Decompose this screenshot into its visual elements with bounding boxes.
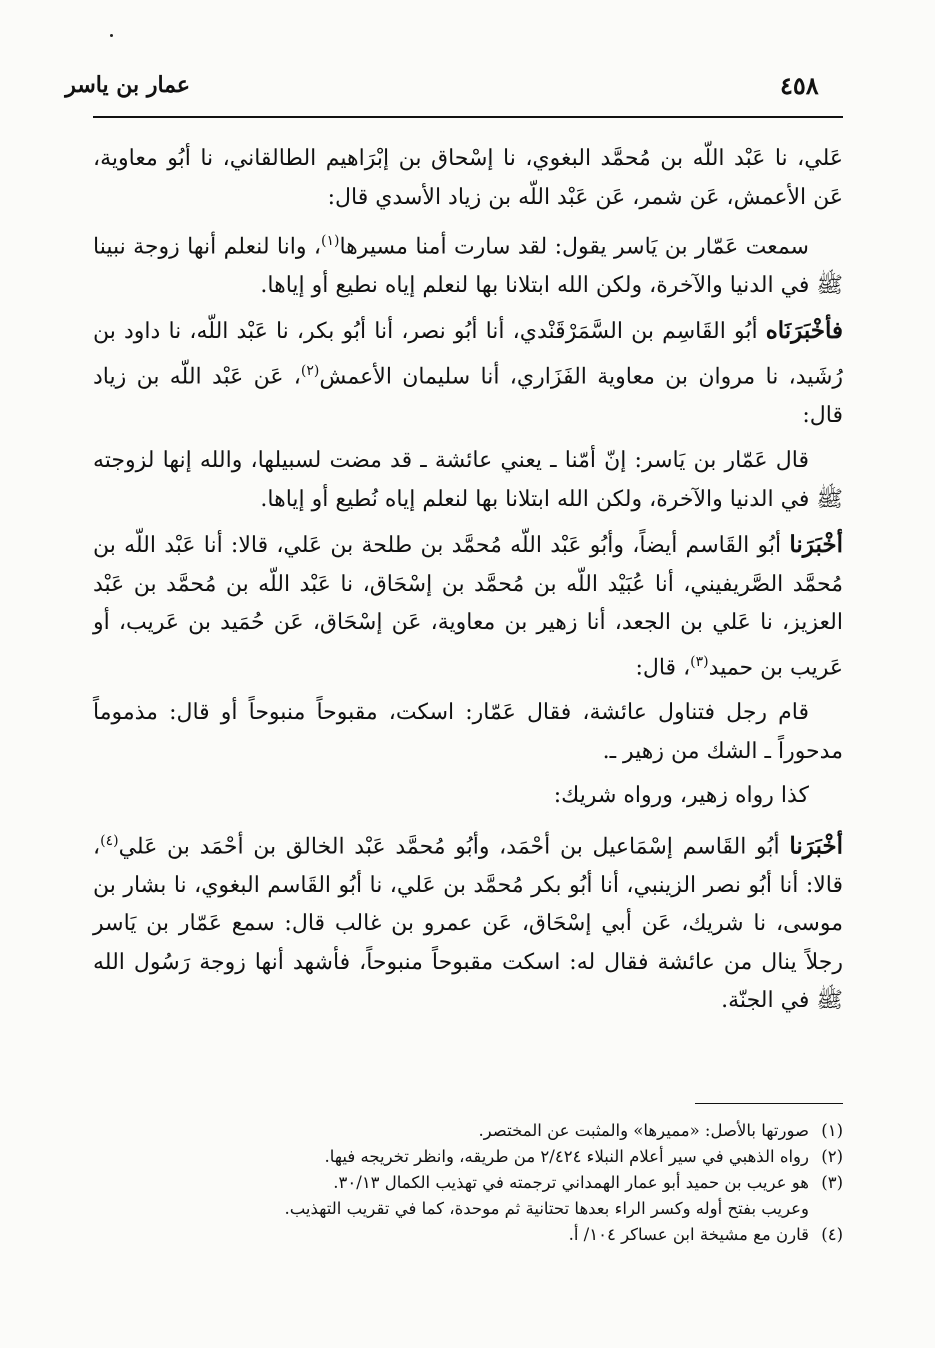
isnad-lead-word: أخْبَرَنا (789, 531, 843, 559)
paragraph-8-text-b: ، قالا: أنا أبُو نصر الزينبي، أنا أبُو بكر مُحمَّد بن عَلي، نا أبُو القَاسم البغوي، نا بشار بن موسى، نا شريك، عَن أبي إسْحَاق، عَن عمرو بن غالب قال: سمع عَمّار بن يَاسر رجلاً ينال من عائشة فقال له: اسكت مقبوحاً منبوحاً، فأشهد أنها زوجة رَسُول الله ﷺ في الجنّة. (93, 834, 844, 1014)
footnote-ref-3[interactable]: (٣) (690, 653, 709, 670)
footnote-text: وعريب بفتح أوله وكسر الراء بعدها تحتانية ثم موحدة، كما في تقريب التهذيب. (284, 1199, 809, 1218)
paragraph-8-text-a: أبُو القَاسم إسْمَاعيل بن أحْمَد، وأبُو مُحمَّد عَبْد الخالق بن أحْمَد بن عَلي (118, 834, 790, 860)
paragraph-3 (93, 312, 843, 435)
paragraph-2-text-b: ، وانا لنعلم أنها زوجة نبينا ﷺ في الدنيا والآخرة، ولكن الله ابتلانا بها لنعلم إياه نطيع أو إياها. (93, 234, 843, 298)
paragraph-8 (93, 822, 843, 1021)
paragraph-5 (93, 526, 843, 687)
footnote-1 (93, 1118, 843, 1144)
footnote-4 (93, 1222, 843, 1248)
footnotes (93, 1118, 843, 1248)
footnote-number: (٤) (821, 1225, 843, 1244)
footnote-ref-1[interactable]: (١) (320, 233, 340, 249)
paragraph-6: قام رجل فتناول عائشة، فقال عَمّار: اسكت، مقبوحاً منبوحاً أو قال: مذموماً مدحوراً ـ الشك من زهير ـ. (93, 700, 843, 764)
paragraph-5-text-a: أبُو القَاسم أيضاً، وأبُو عَبْد اللّه مُحمَّد بن طلحة بن عَلي، قالا: أنا عَبْد اللّه بن مُحمَّد الصَّريفيني، أنا عُبَيْد اللّه بن مُحمَّد بن إسْحَاق، نا عَبْد اللّه بن مُحمَّد بن عَبْد العزيز، نا عَلي بن الجعد، أنا زهير بن معاوية، عَن إسْحَاق، عَن حُمَيد بن عَريب، أو عَريب بن حميد (93, 533, 843, 680)
footnote-2 (93, 1144, 843, 1170)
footnote-text: قارن مع مشيخة ابن عساكر ١٠٤/ أ. (568, 1225, 809, 1244)
page-number: ٤٥٨ (780, 71, 819, 100)
footnote-3-continued (93, 1196, 843, 1222)
paragraph-7: كذا رواه زهير، ورواه شريك: (553, 783, 809, 809)
footnote-text: رواه الذهبي في سير أعلام النبلاء ٢/٤٢٤ من طريقه، وانظر تخريجه فيها. (324, 1147, 809, 1166)
footnote-number: (٣) (821, 1173, 843, 1192)
footnote-number: (١) (821, 1121, 843, 1140)
footnote-text: هو عريب بن حميد أبو عمار الهمداني ترجمته في تهذيب الكمال ٣٠/١٣. (333, 1173, 809, 1192)
footnote-ref-4[interactable]: (٤) (100, 832, 119, 849)
paragraph-2-text-a: سمعت عَمّار بن يَاسر يقول: لقد سارت أمنا مسيرها (339, 234, 809, 260)
footnote-3 (93, 1170, 843, 1196)
main-text (93, 140, 843, 1021)
paragraph-3-text-b: ، عَن عَبْد اللّه بن زياد قال: (93, 364, 843, 428)
footnote-text: صورتها بالأصل: «مميرها» والمثبت عن المختصر. (478, 1121, 809, 1140)
paragraph-2 (93, 222, 843, 305)
paragraph-3-text-a: أبُو القَاسِم بن السَّمَرْقَنْدي، أنا أبُو نصر، أنا أبُو بكر، نا عَبْد اللّه، نا داود بن رُشَيد، نا مروان بن معاوية الفَزَاري، أنا سليمان الأعمش (93, 319, 843, 390)
footnote-number: (٢) (821, 1147, 843, 1166)
page-speck (110, 34, 113, 37)
footnote-rule (695, 1103, 843, 1104)
paragraph-1: عَلي، نا عَبْد اللّه بن مُحمَّد البغوي، نا إسْحاق بن إبْرَاهيم الطالقاني، نا أبُو معاوية، عَن الأعمش، عَن شمر، عَن عَبْد اللّه بن زياد الأسدي قال: (93, 146, 843, 210)
footnote-ref-2[interactable]: (٢) (300, 362, 320, 379)
paragraph-5-text-b: ، قال: (635, 654, 691, 680)
running-title: عمار بن ياسر (65, 72, 190, 98)
paragraph-4: قال عَمّار بن يَاسر: إنّ أمّنا ـ يعني عائشة ـ قد مضت لسبيلها، والله إنها لزوجته ﷺ في الدنيا والآخرة، ولكن الله ابتلانا بها لنعلم إياه نُطيع أو إياها. (93, 448, 843, 512)
header-rule (93, 116, 843, 118)
isnad-lead-word: فأخْبَرَنَاه (765, 317, 843, 345)
isnad-lead-word: أخْبَرَنا (789, 832, 843, 860)
